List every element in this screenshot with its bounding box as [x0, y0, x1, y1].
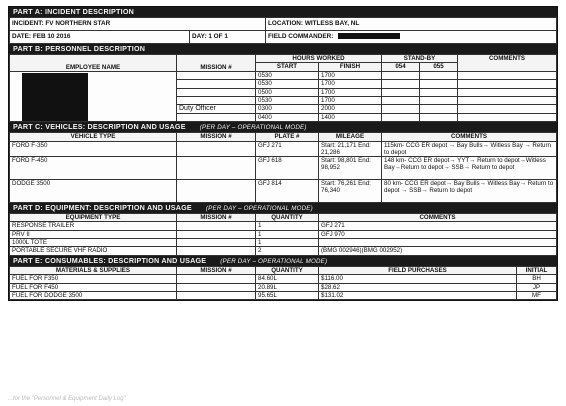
mission-cell [177, 88, 256, 96]
equipment-type-cell: RESPONSE TRAILER [10, 222, 177, 230]
mileage-cell: Start: 21,171 End: 21,286 [319, 141, 382, 156]
field-commander-cell [266, 31, 557, 44]
part-a-title: PART A: INCIDENT DESCRIPTION [13, 7, 134, 16]
start-cell: 0500 [256, 88, 319, 96]
comments-cell: GFJ 271 [319, 222, 557, 230]
plate-cell: GFJ 618 [256, 156, 319, 179]
comments-cell: 80 km- CCG ER depot→ Bay Bulls→ Witless Bay→ Return to depot → SSB→ Return to depot [382, 179, 557, 202]
mileage-cell: Start: 98,801 End: 98,952 [319, 156, 382, 179]
mission-cell: Duty Officer [177, 105, 256, 113]
purchase-cell: $28.62 [319, 283, 517, 291]
redaction-bar [338, 33, 400, 39]
comments-cell: 148 km- CCG ER depot→ YYT→ Return to depot→Witless Bay→Return to depot→ SSB→ Return to depot [382, 156, 557, 179]
quantity-cell: 20.89L [256, 283, 319, 291]
part-b-title: PART B: PERSONNEL DESCRIPTION [13, 44, 146, 53]
plate-cell: GFJ 814 [256, 179, 319, 202]
consumables-table [9, 266, 557, 301]
quantity-header: QUANTITY [256, 213, 319, 221]
incident-field: INCIDENT: FV NORTHERN STAR [10, 18, 266, 31]
part-d-note: (PER DAY – OPERATIONAL MODE) [205, 204, 313, 212]
finish-cell: 1700 [319, 71, 382, 79]
purchase-cell: $116.00 [319, 275, 517, 283]
comments-cell: GFJ 970 [319, 230, 557, 238]
standby-header: STAND-BY [382, 55, 458, 63]
comments-cell: (BMG 002946)(BMG 002952) [319, 247, 557, 255]
table-row [10, 156, 557, 179]
personnel-table [9, 54, 557, 122]
part-b-header [9, 44, 557, 54]
comments-header: COMMENTS [319, 213, 557, 221]
table-row [10, 247, 557, 255]
part-e-note: (PER DAY – OPERATIONAL MODE) [220, 257, 328, 265]
quantity-cell: 1 [256, 230, 319, 238]
vehicle-type-cell: DODGE 3500 [10, 179, 177, 202]
comments-cell: 115km- CCG ER depot → Bay Bulls→ Witless Bay → Return to depot [382, 141, 557, 156]
plate-header: PLATE # [256, 133, 319, 141]
part-e-header [9, 256, 557, 266]
start-header: START [256, 63, 319, 71]
standby-054-header: 054 [382, 63, 420, 71]
location-field: LOCATION: WITLESS BAY, NL [266, 18, 557, 31]
finish-cell: 1700 [319, 80, 382, 88]
incident-info-table [9, 17, 557, 44]
part-c-header [9, 122, 557, 132]
purchase-cell: $131.02 [319, 292, 517, 300]
part-d-title: PART D: EQUIPMENT: DESCRIPTION AND USAGE [13, 202, 192, 212]
standby-055-header: 055 [420, 63, 458, 71]
employee-name-header: EMPLOYEE NAME [10, 55, 177, 72]
quantity-cell: 2 [256, 247, 319, 255]
comments-header: COMMENTS [382, 133, 557, 141]
equipment-type-cell: 1000L TOTE [10, 239, 177, 247]
start-cell: 0530 [256, 96, 319, 104]
equipment-table [9, 213, 557, 256]
quantity-cell: 1 [256, 239, 319, 247]
date-field: DATE: FEB 10 2016 [10, 31, 190, 44]
quantity-cell: 84.60L [256, 275, 319, 283]
part-a-header [9, 7, 557, 17]
start-cell: 0300 [256, 105, 319, 113]
comments-cell [319, 239, 557, 247]
table-row [10, 239, 557, 247]
start-cell: 0400 [256, 113, 319, 121]
mission-cell [177, 80, 256, 88]
equipment-type-cell: PORTABLE SECURE VHF RADIO [10, 247, 177, 255]
start-cell: 0530 [256, 71, 319, 79]
part-e-title: PART E: CONSUMABLES: DESCRIPTION AND USAGE [13, 255, 207, 265]
quantity-cell: 95.65L [256, 292, 319, 300]
vehicle-type-header: VEHICLE TYPE [10, 133, 177, 141]
finish-header: FINISH [319, 63, 382, 71]
finish-cell: 1400 [319, 113, 382, 121]
start-cell: 0530 [256, 80, 319, 88]
comments-header: COMMENTS [458, 55, 557, 72]
employee-names-redacted [10, 71, 177, 121]
vehicle-type-cell: FORD F-450 [10, 156, 177, 179]
material-cell: FUEL FOR F350 [10, 275, 177, 283]
daily-log-form [8, 6, 558, 301]
plate-cell: GFJ 271 [256, 141, 319, 156]
field-commander-label: FIELD COMMANDER: [268, 33, 334, 40]
quantity-cell: 1 [256, 222, 319, 230]
mission-cell [177, 71, 256, 79]
initial-cell: BH [517, 275, 557, 283]
table-row [10, 71, 557, 79]
part-c-title: PART C: VEHICLES: DESCRIPTION AND USAGE [13, 122, 186, 132]
material-cell: FUEL FOR DODGE 3500 [10, 292, 177, 300]
table-row [10, 222, 557, 230]
finish-cell: 2000 [319, 105, 382, 113]
materials-header: MATERIALS & SUPPLIES [10, 266, 177, 274]
material-cell: FUEL FOR F450 [10, 283, 177, 291]
equipment-type-cell: PRV II [10, 230, 177, 238]
part-d-header [9, 203, 557, 213]
initial-cell: JP [517, 283, 557, 291]
table-row [10, 283, 557, 291]
table-row [10, 141, 557, 156]
figure-caption: ...for the "Personnel & Equipment Daily Log" [8, 396, 126, 402]
initial-header: INITIAL [517, 266, 557, 274]
table-row [10, 230, 557, 238]
table-row [10, 179, 557, 202]
hours-worked-header: HOURS WORKED [256, 55, 382, 63]
mission-cell [177, 96, 256, 104]
table-row [10, 292, 557, 300]
mission-header: MISSION # [177, 213, 256, 221]
finish-cell: 1700 [319, 96, 382, 104]
mileage-cell: Start: 76,261 End: 76,340 [319, 179, 382, 202]
mission-cell [177, 113, 256, 121]
initial-cell: MF [517, 292, 557, 300]
part-c-note: (PER DAY – OPERATIONAL MODE) [199, 124, 307, 132]
vehicles-table [9, 132, 557, 203]
vehicle-type-cell: FORD F-350 [10, 141, 177, 156]
mileage-header: MILEAGE [319, 133, 382, 141]
mission-header: MISSION # [177, 55, 256, 72]
redaction-block [22, 73, 88, 121]
day-field: DAY: 1 OF 1 [190, 31, 266, 44]
equipment-type-header: EQUIPMENT TYPE [10, 213, 177, 221]
quantity-header: QUANTITY [256, 266, 319, 274]
mission-header: MISSION # [177, 133, 256, 141]
field-purchases-header: FIELD PURCHASES [319, 266, 517, 274]
mission-header: MISSION # [177, 266, 256, 274]
table-row [10, 275, 557, 283]
finish-cell: 1700 [319, 88, 382, 96]
